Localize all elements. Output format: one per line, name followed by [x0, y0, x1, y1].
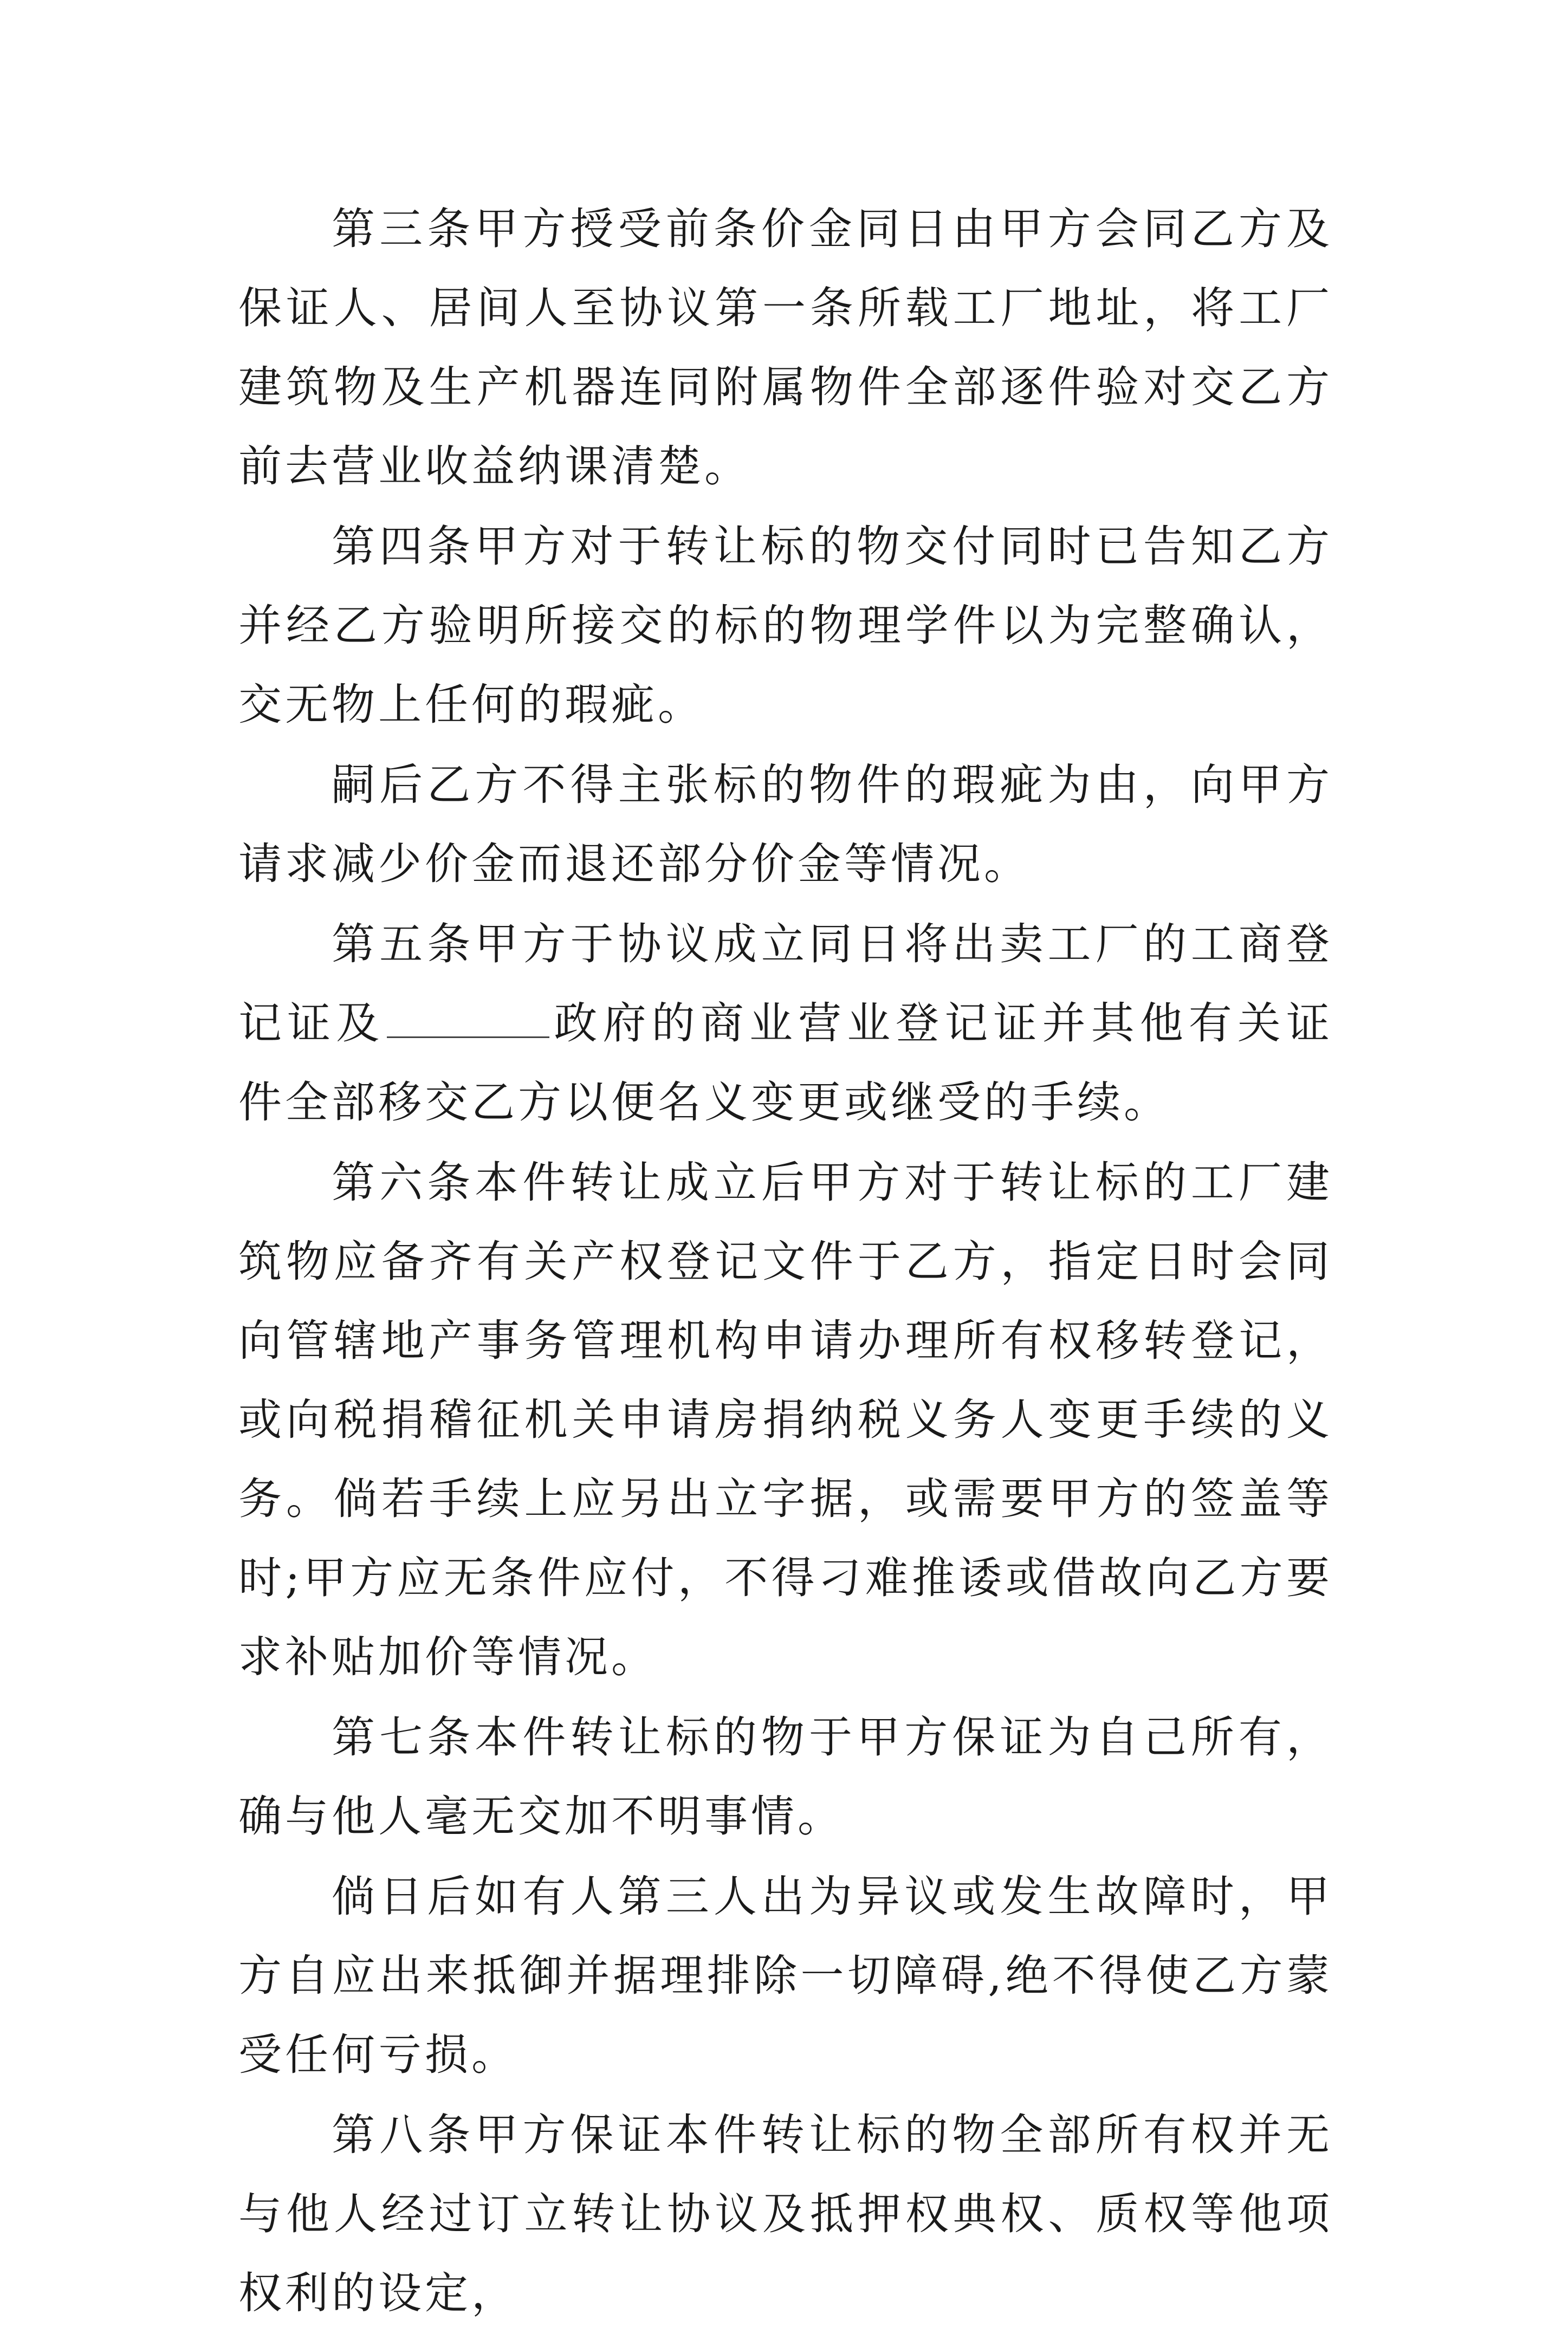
article-4-paragraph: 第四条甲方对于转让标的物交付同时已告知乙方并经乙方验明所接交的标的物理学件以为完整确认，交无物上任何的瑕疵。: [238, 521, 1333, 730]
article-7-paragraph: 第七条本件转让标的物于甲方保证为自己所有，确与他人毫无交加不明事情。: [238, 1712, 1333, 1842]
article-3-paragraph: 第三条甲方授受前条价金同日由甲方会同乙方及保证人、居间人至协议第一条所载工厂地址，将工厂建筑物及生产机器连同附属物件全部逐件验对交乙方前去营业收益纳课清楚。: [238, 204, 1333, 491]
fill-in-blank[interactable]: [387, 1036, 549, 1038]
article-7-note-paragraph: 倘日后如有人第三人出为异议或发生故障时，甲方自应出来抵御并据理排除一切障碍,绝不得使乙方蒙受任何亏损。: [238, 1871, 1333, 2080]
article-5-paragraph: [238, 905, 1333, 1142]
document-body: [238, 190, 1333, 2334]
article-5-text-after-blank: 政府的商业营业登记证并其他有关证件全部移交乙方以便名义变更或继受的手续。: [238, 998, 1333, 1127]
article-4-note-paragraph: 嗣后乙方不得主张标的物件的瑕疵为由，向甲方请求减少价金而退还部分价金等情况。: [238, 760, 1333, 889]
article-6-paragraph: 第六条本件转让成立后甲方对于转让标的工厂建筑物应备齐有关产权登记文件于乙方，指定日时会同向管辖地产事务管理机构申请办理所有权移转登记，或向税捐稽征机关申请房捐纳税义务人变更手续的义务。倘若手续上应另出立字据，或需要甲方的签盖等时;甲方应无条件应付，不得刁难推诿或借故向乙方要求补贴加价等情况。: [238, 1157, 1333, 1682]
article-5-text-before-blank: 第五条甲方于协议成立同日将出卖工厂的工商登记证及: [238, 919, 1333, 1048]
article-8-paragraph: 第八条甲方保证本件转让标的物全部所有权并无与他人经过订立转让协议及抵押权典权、质权等他项权利的设定，: [238, 2110, 1333, 2318]
